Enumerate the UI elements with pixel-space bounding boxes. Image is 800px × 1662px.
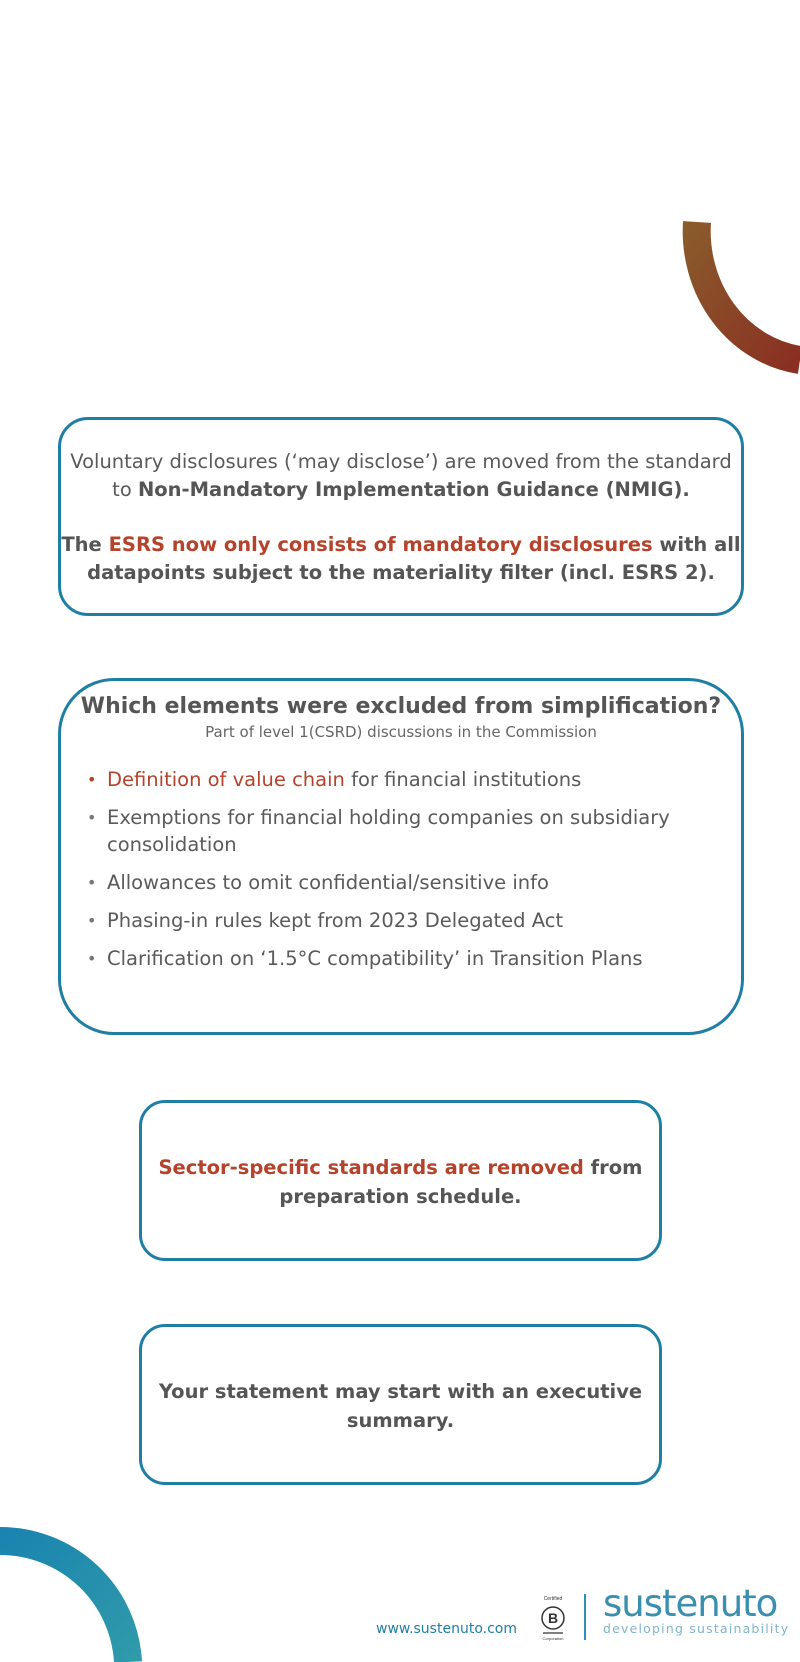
- sector-standards-text: Sector-specific standards are removed from preparation schedule.: [158, 1156, 643, 1208]
- bullet-icon: •: [87, 873, 97, 892]
- arc-bottom-left-shape: [0, 1541, 128, 1662]
- bullet-icon: •: [87, 911, 97, 930]
- voluntary-disclosures-box: [58, 417, 744, 616]
- list-item: • Allowances to omit confidential/sensitive info: [87, 871, 549, 894]
- executive-summary-box: [139, 1324, 662, 1485]
- voluntary-disclosures-text: Voluntary disclosures (‘may disclose’) are moved from the standard to Non-Mandatory Implementation Guidance (NMIG).: [70, 450, 732, 501]
- website-link[interactable]: www.sustenuto.com: [376, 1621, 517, 1637]
- b-corp-logo: [538, 1594, 568, 1642]
- bullet-icon: •: [87, 808, 97, 827]
- b-corp-certified-label: Certified: [543, 1596, 563, 1602]
- bullet-icon: •: [87, 949, 97, 968]
- bullet-icon: •: [87, 770, 97, 789]
- list-item: • Exemptions for financial holding companies on subsidiary consolidation: [87, 806, 670, 856]
- arc-top-right-shape: [697, 222, 800, 360]
- list-item: • Definition of value chain for financial institutions: [87, 768, 582, 791]
- executive-summary-text: Your statement may start with an executive summary.: [158, 1380, 643, 1432]
- b-corp-corporation-label: Corporation: [542, 1636, 564, 1641]
- list-item: • Clarification on ‘1.5°C compatibility’ in Transition Plans: [87, 947, 643, 970]
- list-item: • Phasing-in rules kept from 2023 Delegated Act: [87, 909, 564, 932]
- esrs-mandatory-text: The ESRS now only consists of mandatory disclosures with all datapoints subject to the materiality filter (incl. ESRS 2).: [61, 533, 741, 584]
- excluded-elements-heading: Which elements were excluded from simplification?: [80, 694, 722, 719]
- sustenuto-logo: [603, 1582, 793, 1636]
- brand-tagline: developing sustainability: [603, 1621, 790, 1636]
- excluded-elements-box: [58, 678, 744, 1035]
- excluded-elements-subtitle: Part of level 1(CSRD) discussions in the Commission: [205, 723, 597, 741]
- sector-standards-box: [139, 1100, 662, 1261]
- excluded-elements-list: [61, 766, 741, 972]
- footer-divider: [584, 1594, 586, 1640]
- b-corp-letter: B: [547, 1610, 559, 1626]
- brand-name: sustenuto: [603, 1582, 778, 1625]
